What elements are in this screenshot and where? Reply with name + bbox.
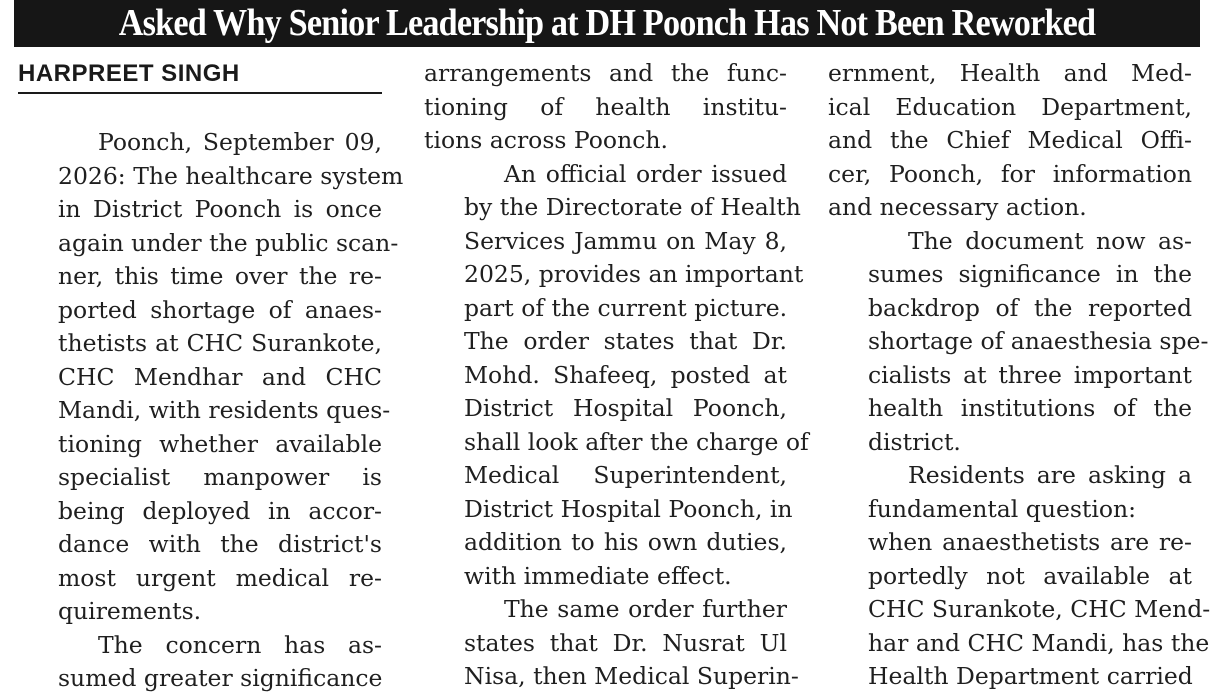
article-paragraph (828, 225, 1209, 460)
article-line: district. (868, 427, 961, 456)
headline-bar (14, 0, 1200, 47)
article-line: ernment, Health and Med- (828, 59, 1192, 87)
article-line: backdrop of the reported (868, 293, 1192, 322)
article-line: District Hospital Poonch, in (464, 494, 793, 523)
article-line: Services Jammu on May 8, (464, 226, 787, 255)
article-line: part of the current picture. (464, 293, 788, 322)
byline: HARPREET SINGH (18, 60, 240, 87)
article-line: with immediate effect. (464, 561, 732, 590)
article-line: and the Chief Medical Offi- (828, 126, 1192, 154)
article-line: tions across Poonch. (424, 126, 668, 154)
article-line: The order states that Dr. (464, 327, 787, 355)
article-paragraph (424, 57, 787, 158)
article-paragraph (828, 459, 1210, 694)
article-line: shortage of anaesthesia spe- (868, 327, 1209, 355)
article-line: shall look after the charge of (464, 427, 809, 456)
article-line: specialist manpower is (58, 463, 382, 491)
article-column-3 (828, 57, 1210, 690)
article-line: The document now as- (908, 226, 1192, 255)
article-paragraph (828, 57, 1192, 225)
article-line: tioning of health institu- (424, 92, 787, 121)
article-line: sumes significance in the (868, 260, 1192, 288)
article-column-2 (424, 57, 809, 690)
article-paragraph (424, 593, 799, 694)
article-line: har and CHC Mandi, has the (868, 628, 1210, 657)
article-line: health institutions of the (868, 394, 1192, 422)
article-line: sumed greater significance (58, 664, 383, 692)
byline-rule (18, 92, 382, 94)
article-line: in District Poonch is once (58, 195, 382, 223)
article-line: states that Dr. Nusrat Ul (464, 628, 787, 657)
article-line: most urgent medical re- (58, 563, 382, 592)
article-paragraph (18, 126, 404, 629)
article-line: The concern has as- (98, 630, 382, 659)
article-line: dance with the district's (58, 530, 382, 558)
article-line: when anaesthetists are re- (868, 528, 1192, 556)
article-line: District Hospital Poonch, (464, 394, 787, 422)
article-line: The same order further (504, 595, 787, 623)
article-line: being deployed in accor- (58, 496, 382, 525)
article-line: ported shortage of anaes- (58, 295, 382, 324)
article-line: ical Education Department, (828, 92, 1192, 121)
article-line: thetists at CHC Surankote, (58, 329, 382, 357)
article-line: An official order issued (504, 159, 787, 188)
article-line: 2025, provides an important (464, 260, 804, 288)
article-paragraph (18, 629, 382, 696)
article-line: Health Department carried (868, 662, 1193, 690)
article-line: addition to his own duties, (464, 528, 787, 556)
article-line: 2026: The healthcare system (58, 161, 404, 190)
article-line: tioning whether available (58, 429, 382, 458)
article-line: cialists at three important (868, 360, 1192, 389)
article-line: CHC Mendhar and CHC (58, 362, 382, 391)
article-line: arrangements and the func- (424, 59, 787, 87)
article-column-1 (18, 126, 404, 692)
article-line: Poonch, September 09, (98, 128, 382, 156)
article-line: again under the public scan- (58, 228, 399, 257)
article-line: Nisa, then Medical Superin- (464, 662, 799, 690)
article-line: CHC Surankote, CHC Mend- (868, 595, 1210, 623)
article-line: ner, this time over the re- (58, 262, 382, 290)
article-line: Mohd. Shafeeq, posted at (464, 360, 787, 389)
article-line: portedly not available at (868, 561, 1192, 590)
article-line: Mandi, with residents ques- (58, 396, 391, 424)
headline: Asked Why Senior Leadership at DH Poonch Has Not Been Reworked (118, 2, 1096, 44)
article-line: and necessary action. (828, 193, 1087, 221)
article-line: Medical Superintendent, (464, 461, 787, 489)
article-line: by the Directorate of Health (464, 193, 801, 221)
article-line: fundamental question: (868, 494, 1137, 523)
article-paragraph (424, 158, 809, 594)
article-line: Residents are asking a (908, 461, 1192, 489)
article-line: cer, Poonch, for information (828, 159, 1192, 188)
article-line: quirements. (58, 597, 202, 625)
